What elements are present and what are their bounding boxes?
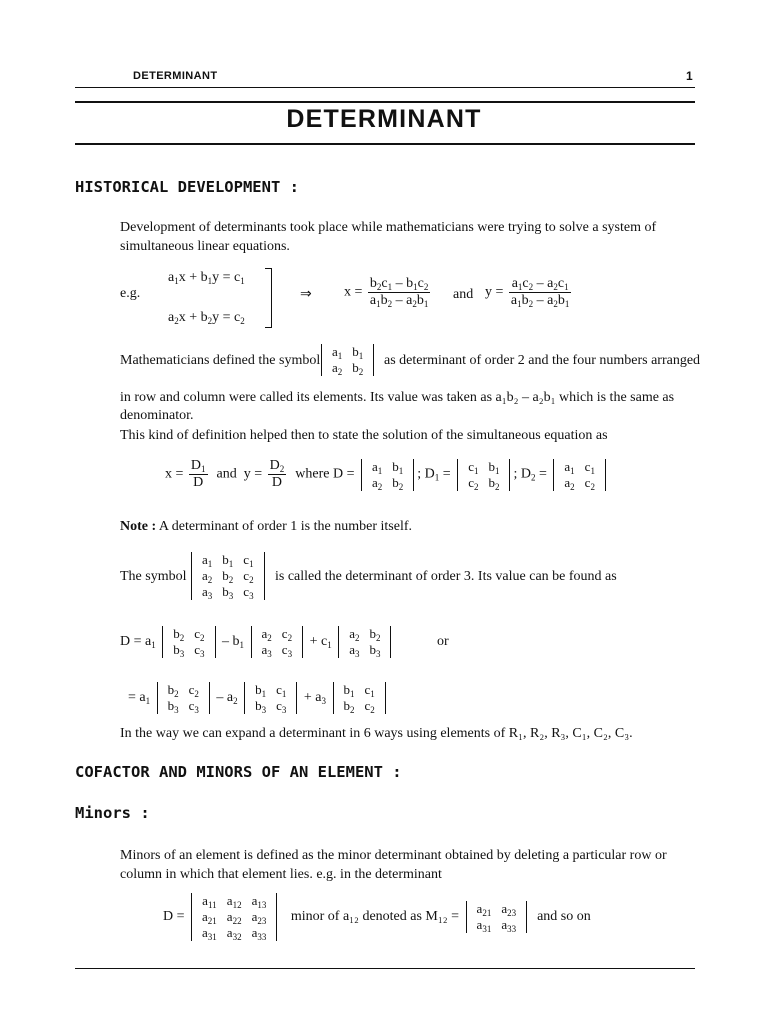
implies-arrow: ⇒	[300, 287, 312, 302]
and-label: and	[453, 287, 474, 302]
row-column-line: in row and column were called its elements. Its value was taken as a₁b₂ – a₂b₁ which is the same as	[120, 390, 675, 405]
section-heading-historical: HISTORICAL DEVELOPMENT :	[75, 178, 299, 196]
note-text: A determinant of order 1 is the number itself.	[158, 519, 412, 534]
symbol-after: is called the determinant of order 3. Its value can be found as	[275, 569, 617, 584]
expand-line: In the way we can expand a determinant in 6 ways using elements of R₁, R₂, R₃, C₁, C₂, C₃.	[120, 726, 633, 741]
note-line	[120, 519, 412, 535]
expansion-row-1: $D = a_1$ $b_2$ $c_2$ $b_3$ $c_3$ – $b_1$ $a_2$ $c_2$ $a_3$ $c_3$ + $c_1$ $a_2$ $b_2$ $a_3$ $b_3$	[120, 626, 394, 658]
expansion-column-1: = $a_1$ $b_2$ $c_2$ $b_3$ $c_3$ – $a_2$ $b_1$ $c_1$ $b_3$ $c_3$ + $a_3$ $b_1$ $c_1$ $b_2$ $c_2$	[128, 682, 389, 714]
denominator-line: denominator.	[120, 408, 194, 423]
paragraph-intro: Development of determinants took place while mathematicians were trying to solve a system of simultaneous linear equations.	[120, 220, 657, 254]
solution-x: x = $\frac{b_2c_1 - b_1c_2}{a_1b_2 - a_2b_1}$	[344, 276, 429, 309]
document-title: DETERMINANT	[286, 105, 482, 133]
page-number: 1	[686, 69, 693, 83]
footer-rule	[75, 968, 695, 969]
defined-before: Mathematicians defined the symbol	[120, 353, 321, 368]
and-label-2: and	[216, 466, 237, 482]
eg-label: e.g.	[120, 286, 141, 301]
or-label: or	[437, 634, 449, 649]
so-on-label: and so on	[537, 909, 591, 925]
header-rule	[75, 87, 695, 88]
note-label: Note :	[120, 519, 157, 534]
defined-after: as determinant of order 2 and the four numbers arranged	[384, 353, 701, 368]
title-rule-bottom	[75, 143, 695, 145]
kind-line: This kind of definition helped then to state the solution of the simultaneous equation as	[120, 428, 608, 443]
where-label: where D =	[295, 466, 355, 482]
cramer-solution: x = $\frac{D_1}{D}$ and y = $\frac{D_2}{D}$ where D = $a_1$ $b_1$ $a_2$ $b_2$ ; $D_1$ = $c_1$ $b_1$ $c_2$ $b_2$ ; $D_2$ = $a_1$ $c_1$ $a_2$ $c_2$	[165, 458, 609, 491]
determinant-order-2: $a_1$ $b_1$ $a_2$ $b_2$	[318, 344, 377, 376]
system-bracket	[265, 268, 272, 328]
minor-example: D = $a_{11}$ $a_{12}$ $a_{13}$ $a_{21}$ $a_{22}$ $a_{23}$ $a_{31}$ $a_{32}$ $a_{33}$ minor of a₁₂ denoted as M₁₂ = $a_{21}$ $a_{23}$ $a_{31}$ $a_{33}$ and so on	[163, 893, 591, 942]
title-rule-top	[75, 101, 695, 103]
section-heading-cofactor: COFACTOR AND MINORS OF AN ELEMENT :	[75, 763, 402, 781]
section-heading-minors: Minors :	[75, 804, 150, 822]
equation-2: $a_2x + b_2y = c_2$	[168, 310, 245, 326]
symbol-before: The symbol	[120, 569, 187, 584]
equation-1: $a_1x + b_1y = c_1$	[168, 270, 245, 286]
determinant-order-3: $a_1$ $b_1$ $c_1$ $a_2$ $b_2$ $c_2$ $a_3$ $b_3$ $c_3$	[188, 552, 268, 600]
running-header: DETERMINANT	[133, 70, 218, 82]
solution-y: y = $\frac{a_1c_2 - a_2c_1}{a_1b_2 - a_2b_1}$	[485, 276, 570, 309]
minor-of-label: minor of a₁₂ denoted as M₁₂ =	[290, 909, 460, 925]
paragraph-minors: Minors of an element is defined as the minor determinant obtained by deleting a particular row or column in which that element lies. e.g. in the determinant	[120, 848, 667, 882]
